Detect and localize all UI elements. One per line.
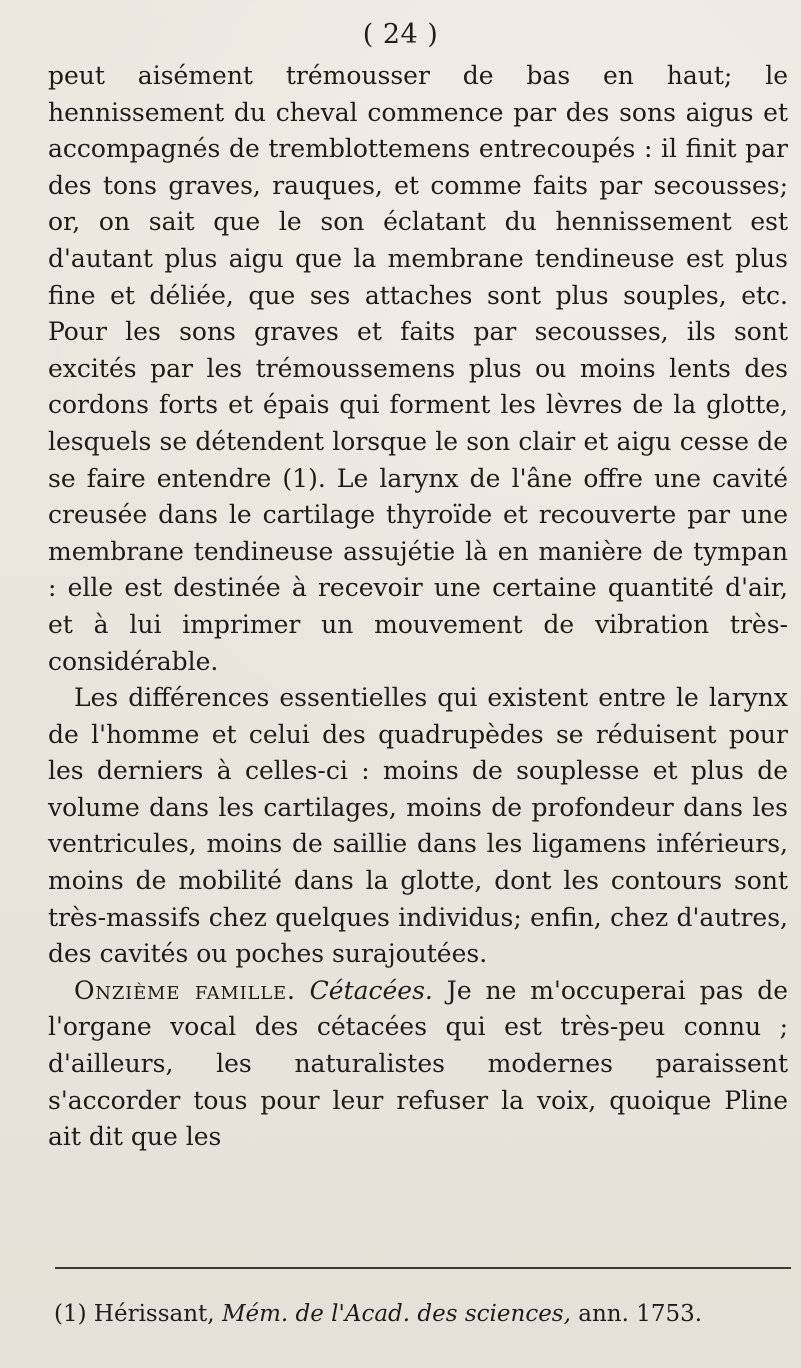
section-title: Cétacées. [309, 975, 433, 1005]
footnote-year: ann. 1753. [578, 1301, 703, 1327]
footnote-marker: (1) [54, 1301, 87, 1327]
paragraph-1: peut aisément trémousser de bas en haut; le hennissement du cheval commence par des sons aigus et accompagnés de tremblottemens entrecoupés : il finit par des tons graves, rauques, et comme faits par secousses; or, on sait que le son éclatant du hennissement est d'autant plus aigu que la membrane tendineuse est plus fine et déliée, que ses attaches sont plus souples, etc. Pour les sons graves et faits par secousses, ils sont excités par les trémoussemens plus ou moins lents des cordons forts et épais qui forment les lèvres de la glotte, lesquels se détendent lorsque le son clair et aigu cesse de se faire entendre (1). Le larynx de l'âne offre une cavité creusée dans le cartilage thyroïde et recouverte par une membrane tendineuse assujétie là en manière de tympan : elle est destinée à recevoir une certaine quantité d'air, et à lui imprimer un mouvement de vibration très-considérable. [48, 61, 788, 676]
paragraph-3 [48, 973, 788, 1156]
main-text [48, 58, 788, 1156]
section-text: Je ne m'occuperai pas de l'organe vocal des cétacées qui est très-peu connu ; d'ailleurs, les naturalistes modernes paraissent s'accorder tous pour leur refuser la voix, quoique Pline ait dit que les [48, 975, 789, 1152]
footnote-divider [55, 1267, 791, 1269]
section-heading: Onzième famille. [74, 975, 296, 1005]
page-number: ( 24 ) [362, 19, 439, 50]
footnote-reference: Mém. de l'Acad. des sciences, [221, 1301, 571, 1327]
footnote [54, 1299, 794, 1329]
footnote-author: Hérissant, [93, 1301, 215, 1327]
paragraph-2: Les différences essentielles qui existent entre le larynx de l'homme et celui des quadrupèdes se réduisent pour les derniers à celles-ci : moins de souplesse et plus de volume dans les cartilages, moins de profondeur dans les ventricules, moins de saillie dans les ligamens inférieurs, moins de mobilité dans la glotte, dont les contours sont très-massifs chez quelques individus; enfin, chez d'autres, des cavités ou poches surajoutées. [48, 683, 788, 969]
